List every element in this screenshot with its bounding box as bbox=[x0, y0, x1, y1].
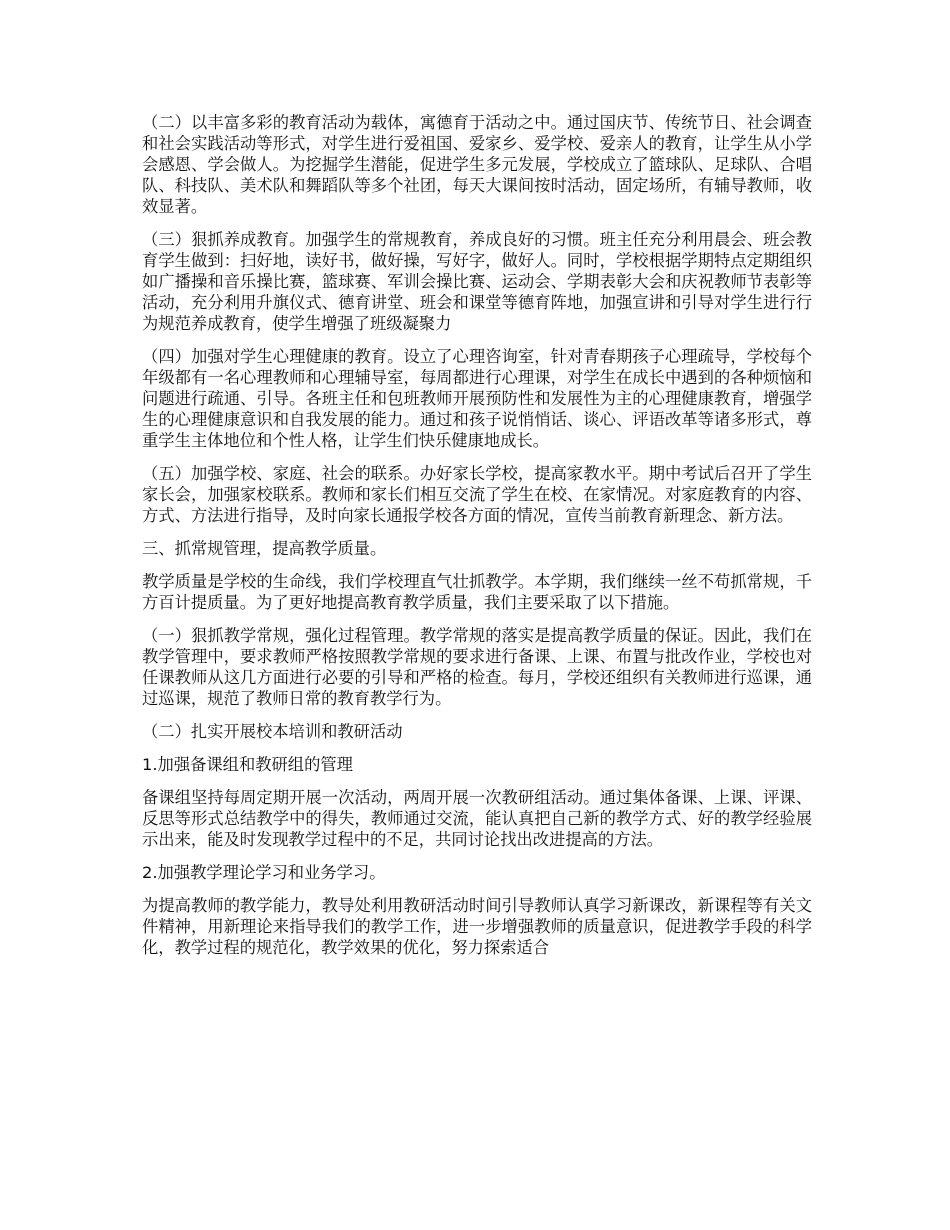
subheading-school-training: （二）扎实开展校本培训和教研活动 bbox=[142, 722, 403, 741]
paragraph-activities: （二）以丰富多彩的教育活动为载体，寓德育于活动之中。通过国庆节、传统节日、社会调查和社会实践活动等形式，对学生进行爱祖国、爱家乡、爱学校、爱亲人的教育，让学生从小学会感恩、学会做人。为挖掘学生潜能，促进学生多元发展，学校成立了篮球队、足球队、合唱队、科技队、美术队和舞蹈队等多个社团，每天大课间按时活动，固定场所，有辅导教师，收效显著。 bbox=[142, 113, 812, 216]
section-heading-teaching-quality: 三、抓常规管理，提高教学质量。 bbox=[142, 539, 387, 558]
paragraph-mental-health: （四）加强对学生心理健康的教育。设立了心理咨询室，针对青春期孩子心理疏导，学校每个年级都有一名心理教师和心理辅导室，每周都进行心理课，对学生在成长中遇到的各种烦恼和问题进行疏通、引导。各班主任和包班教师开展预防性和发展性为主的心理健康教育，增强学生的心理健康意识和自我发展的能力。通过和孩子说悄悄话、谈心、评语改革等诸多形式，尊重学生主体地位和个性人格，让学生们快乐健康地成长。 bbox=[142, 347, 812, 450]
paragraph-theory-study: 为提高教师的教学能力，教导处利用教研活动时间引导教师认真学习新课改，新课程等有关文件精神，用新理论来指导我们的教学工作，进一步增强教师的质量意识，促进教学手段的科学化，教学过程的规范化，教学效果的优化，努力探索适合 bbox=[142, 896, 812, 957]
paragraph-group-management: 备课组坚持每周定期开展一次活动，两周开展一次教研组活动。通过集体备课、上课、评课、反思等形式总结教学中的得失，教师通过交流，能认真把自己新的教学方式、好的教学经验展示出来，能及时发现教学过程中的不足，共同讨论找出改进提高的方法。 bbox=[142, 788, 812, 849]
paragraph-teaching-routine: （一）狠抓教学常规，强化过程管理。教学常规的落实是提高教学质量的保证。因此，我们在教学管理中，要求教师严格按照教学常规的要求进行备课、上课、布置与批改作业，学校也对任课教师从这几方面进行必要的引导和严格的检查。每月，学校还组织有关教师进行巡课，通过巡课，规范了教师日常的教育教学行为。 bbox=[142, 626, 812, 708]
subheading-theory-study: 2.加强教学理论学习和业务学习。 bbox=[142, 863, 386, 882]
subheading-group-management: 1.加强备课组和教研组的管理 bbox=[142, 755, 353, 774]
paragraph-home-school: （五）加强学校、家庭、社会的联系。办好家长学校，提高家教水平。期中考试后召开了学生家长会，加强家校联系。教师和家长们相互交流了学生在校、在家情况。对家庭教育的内容、方式、方法进行指导，及时向家长通报学校各方面的情况，宣传当前教育新理念、新方法。 bbox=[142, 464, 812, 525]
paragraph-teaching-quality-intro: 教学质量是学校的生命线，我们学校理直气壮抓教学。本学期，我们继续一丝不苟抓常规，千方百计提质量。为了更好地提高教育教学质量，我们主要采取了以下措施。 bbox=[142, 572, 812, 612]
paragraph-habit-education: （三）狠抓养成教育。加强学生的常规教育，养成良好的习惯。班主任充分利用晨会、班会教育学生做到：扫好地，读好书，做好操，写好字，做好人。同时，学校根据学期特点定期组织如广播操和音乐操比赛，篮球赛、军训会操比赛、运动会、学期表彰大会和庆祝教师节表彰等活动，充分利用升旗仪式、德育讲堂、班会和课堂等德育阵地，加强宣讲和引导对学生进行行为规范养成教育，使学生增强了班级凝聚力 bbox=[142, 230, 812, 333]
document-body bbox=[142, 112, 812, 970]
